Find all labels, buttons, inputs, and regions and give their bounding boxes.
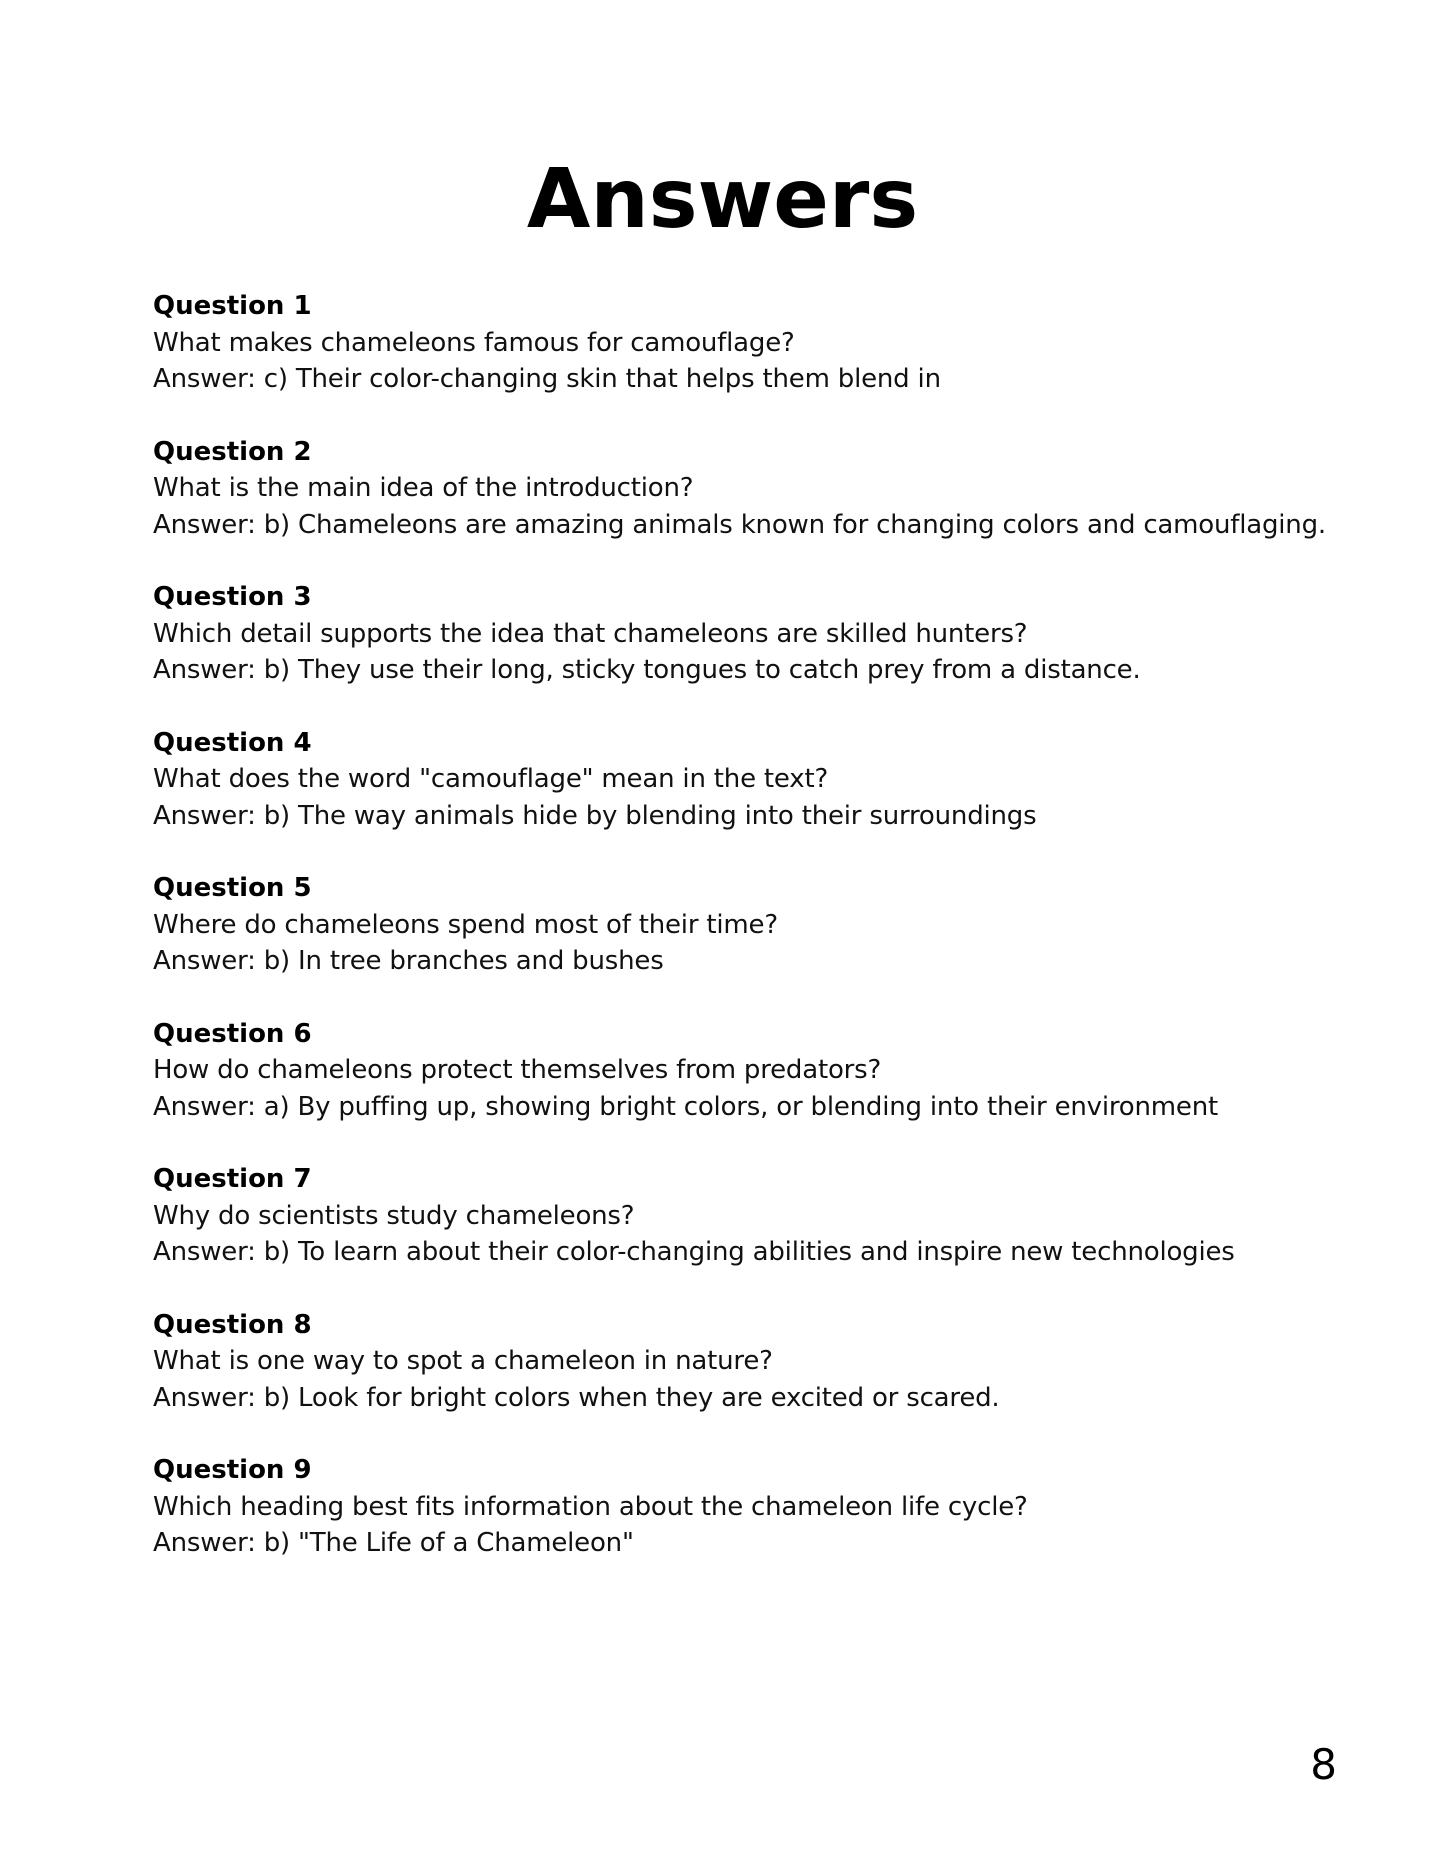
question-heading: Question 3 <box>153 582 312 612</box>
question-block-8 <box>153 1307 1333 1417</box>
question-text: How do chameleons protect themselves from predators? <box>153 1055 882 1085</box>
page-title: Answers <box>526 152 919 247</box>
answer-text: Answer: c) Their color-changing skin that helps them blend in <box>153 364 941 394</box>
question-heading: Question 4 <box>153 727 312 758</box>
question-heading: Question 8 <box>153 1309 312 1340</box>
question-heading: Question 2 <box>153 436 312 467</box>
answer-text: Answer: b) To learn about their color-changing abilities and inspire new technologies <box>153 1237 1235 1267</box>
answer-list <box>153 288 1333 1598</box>
question-text: What does the word "camouflage" mean in the text? <box>153 764 829 794</box>
answer-text: Answer: b) They use their long, sticky tongues to catch prey from a distance. <box>153 655 1141 685</box>
answer-text: Answer: b) "The Life of a Chameleon" <box>153 1528 634 1558</box>
question-heading: Question 9 <box>153 1455 312 1485</box>
question-text: Why do scientists study chameleons? <box>153 1200 635 1231</box>
question-heading: Question 6 <box>153 1018 312 1049</box>
question-text: Which heading best fits information about the chameleon life cycle? <box>153 1491 1028 1522</box>
question-text: What is the main idea of the introduction? <box>153 473 694 503</box>
question-text: What makes chameleons famous for camouflage? <box>153 327 795 358</box>
question-block-4 <box>153 725 1333 835</box>
question-text: Where do chameleons spend most of their time? <box>153 909 778 940</box>
question-block-5 <box>153 870 1333 980</box>
question-block-3 <box>153 579 1333 689</box>
answer-text: Answer: b) In tree branches and bushes <box>153 946 664 976</box>
question-text: What is one way to spot a chameleon in nature? <box>153 1346 773 1376</box>
question-heading: Question 7 <box>153 1164 312 1194</box>
question-block-2 <box>153 434 1333 544</box>
question-block-9 <box>153 1452 1333 1562</box>
question-heading: Question 5 <box>153 873 312 903</box>
answer-text: Answer: b) The way animals hide by blending into their surroundings <box>153 800 1037 831</box>
question-block-1 <box>153 288 1333 398</box>
answer-text: Answer: b) Look for bright colors when they are excited or scared. <box>153 1382 1000 1413</box>
answer-text: Answer: a) By puffing up, showing bright colors, or blending into their environment <box>153 1091 1218 1122</box>
question-block-7 <box>153 1161 1333 1271</box>
answer-text: Answer: b) Chameleons are amazing animals known for changing colors and camouflaging. <box>153 509 1326 540</box>
question-block-6 <box>153 1016 1333 1126</box>
question-text: Which detail supports the idea that chameleons are skilled hunters? <box>153 618 1028 649</box>
page-number: 8 <box>1310 1740 1337 1789</box>
question-heading: Question 1 <box>153 291 312 321</box>
